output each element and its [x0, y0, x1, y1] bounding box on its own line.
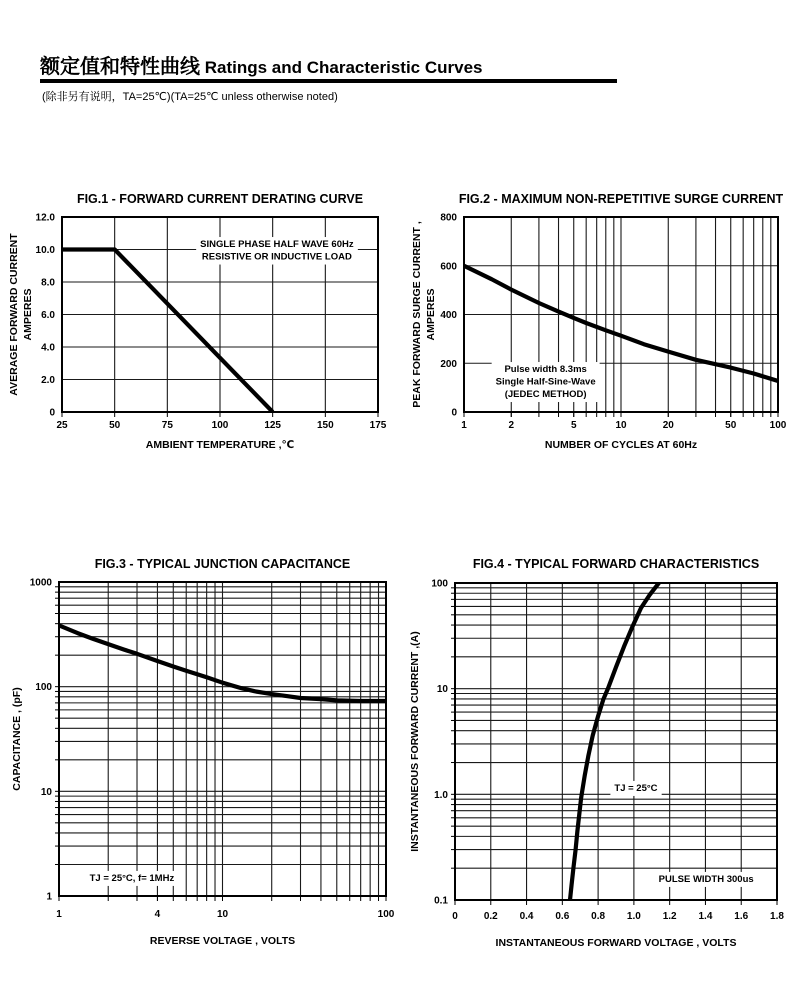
svg-text:50: 50 [725, 420, 737, 431]
fig4-plot-border [455, 583, 777, 900]
fig3-chart [0, 548, 410, 953]
svg-text:400: 400 [440, 310, 457, 321]
svg-text:100: 100 [35, 682, 52, 694]
fig2-chart [405, 185, 800, 457]
svg-text:Pulse width 8.3ms: Pulse width 8.3ms [504, 364, 587, 376]
svg-text:75: 75 [161, 420, 173, 431]
svg-text:1.2: 1.2 [662, 911, 677, 922]
svg-text:Single Half-Sine-Wave: Single Half-Sine-Wave [495, 376, 596, 388]
fig4-x-tick-labels [452, 911, 784, 922]
svg-text:0: 0 [451, 407, 457, 419]
svg-text:0.2: 0.2 [483, 911, 498, 922]
svg-text:200: 200 [440, 358, 457, 370]
fig4-curve-forward-characteristics [570, 580, 662, 901]
svg-text:1.8: 1.8 [770, 911, 784, 922]
svg-text:2.0: 2.0 [41, 375, 55, 386]
svg-text:PULSE WIDTH 300us: PULSE WIDTH 300us [658, 873, 754, 885]
svg-text:6.0: 6.0 [41, 310, 55, 321]
svg-text:0.8: 0.8 [591, 911, 606, 922]
svg-text:20: 20 [662, 420, 674, 431]
svg-text:1.4: 1.4 [698, 911, 713, 922]
svg-text:10: 10 [216, 909, 229, 920]
svg-text:RESISTIVE OR INDUCTIVE LOAD: RESISTIVE OR INDUCTIVE LOAD [201, 251, 352, 263]
svg-text:125: 125 [264, 420, 282, 431]
svg-text:TJ = 25°C: TJ = 25°C [614, 782, 658, 794]
fig4-annotation-1 [655, 872, 758, 887]
fig1-x-tick-labels [56, 420, 386, 431]
svg-text:10.0: 10.0 [35, 245, 55, 256]
svg-text:1.0: 1.0 [434, 789, 448, 801]
svg-text:8.0: 8.0 [41, 277, 55, 289]
fig3-annotation-0 [86, 871, 179, 886]
svg-text:50: 50 [109, 420, 121, 431]
fig2-y-axis-label-1: AMPERES [425, 288, 437, 341]
section-title-en: Ratings and Characteristic Curves [200, 58, 483, 77]
fig2-x-tick-labels [461, 420, 787, 431]
svg-text:4.0: 4.0 [41, 342, 55, 354]
fig4-y-axis-label-0: INSTANTANEOUS FORWARD CURRENT ,(A) [409, 631, 421, 852]
svg-text:0: 0 [49, 407, 55, 419]
svg-text:12.0: 12.0 [35, 212, 55, 224]
svg-text:150: 150 [316, 420, 334, 431]
title-underline [40, 79, 617, 83]
svg-text:100: 100 [431, 578, 448, 590]
fig2-y-tick-labels [440, 213, 457, 419]
fig2-title: FIG.2 - MAXIMUM NON-REPETITIVE SURGE CURRENT [458, 192, 784, 206]
svg-text:1.6: 1.6 [734, 911, 749, 922]
section-title [40, 50, 760, 79]
svg-text:10: 10 [436, 684, 448, 696]
fig4-tick-marks [451, 588, 777, 905]
fig4-x-axis-label: INSTANTANEOUS FORWARD VOLTAGE , VOLTS [495, 937, 737, 949]
svg-text:100: 100 [769, 420, 787, 431]
fig1-annotation-0 [196, 237, 358, 265]
fig4-annotation-0 [610, 781, 661, 796]
svg-text:1: 1 [461, 420, 467, 431]
svg-text:800: 800 [440, 212, 457, 224]
fig3-y-tick-labels [30, 578, 53, 903]
svg-text:SINGLE PHASE HALF WAVE 60Hz: SINGLE PHASE HALF WAVE 60Hz [200, 239, 354, 251]
svg-text:0.4: 0.4 [519, 911, 534, 922]
svg-text:0: 0 [452, 911, 458, 922]
svg-text:5: 5 [570, 420, 577, 431]
section-title-zh: 额定值和特性曲线 [40, 54, 200, 78]
fig4-title: FIG.4 - TYPICAL FORWARD CHARACTERISTICS [472, 557, 760, 571]
svg-text:10: 10 [615, 420, 627, 431]
svg-text:0.1: 0.1 [434, 895, 448, 907]
svg-text:1: 1 [56, 909, 62, 920]
svg-text:TJ = 25°C, f= 1MHz: TJ = 25°C, f= 1MHz [89, 872, 175, 884]
svg-text:25: 25 [56, 420, 68, 431]
fig4-y-tick-labels [431, 579, 448, 907]
svg-text:1: 1 [46, 891, 52, 903]
fig1-y-axis-label-0: AVERAGE FORWARD CURRENT [8, 233, 20, 396]
fig2-annotation-0 [492, 362, 600, 402]
svg-text:100: 100 [211, 420, 229, 431]
fig3-title: FIG.3 - TYPICAL JUNCTION CAPACITANCE [94, 557, 351, 571]
fig3-x-tick-labels [56, 909, 395, 920]
fig1-y-tick-labels [36, 213, 56, 419]
fig3-y-axis-label-0: CAPACITANCE , (pF) [11, 687, 23, 791]
section-header [40, 50, 760, 79]
svg-text:4: 4 [154, 909, 161, 920]
fig1-x-axis-label: AMBIENT TEMPERATURE ,℃ [145, 439, 295, 451]
svg-text:1.0: 1.0 [626, 911, 641, 922]
svg-text:175: 175 [369, 420, 387, 431]
svg-text:1000: 1000 [29, 577, 52, 589]
fig1-title: FIG.1 - FORWARD CURRENT DERATING CURVE [76, 192, 364, 206]
fig2-x-axis-label: NUMBER OF CYCLES AT 60Hz [544, 439, 698, 451]
svg-text:10: 10 [40, 786, 52, 798]
svg-text:100: 100 [377, 909, 395, 920]
conditions-note: (除非另有说明，TA=25℃)(TA=25℃ unless otherwise noted) [42, 91, 338, 103]
fig4-grid [455, 583, 777, 900]
svg-text:2: 2 [508, 420, 515, 431]
svg-text:0.6: 0.6 [555, 911, 570, 922]
fig1-chart [0, 185, 400, 457]
fig3-grid [59, 582, 386, 896]
fig1-y-axis-label-1: AMPERES [22, 288, 34, 341]
svg-text:(JEDEC METHOD): (JEDEC METHOD) [504, 389, 587, 401]
fig2-y-axis-label-0: PEAK FORWARD SURGE CURRENT , [411, 221, 423, 408]
svg-text:600: 600 [440, 261, 457, 273]
fig4-chart [405, 548, 800, 955]
fig3-x-axis-label: REVERSE VOLTAGE , VOLTS [149, 935, 296, 947]
